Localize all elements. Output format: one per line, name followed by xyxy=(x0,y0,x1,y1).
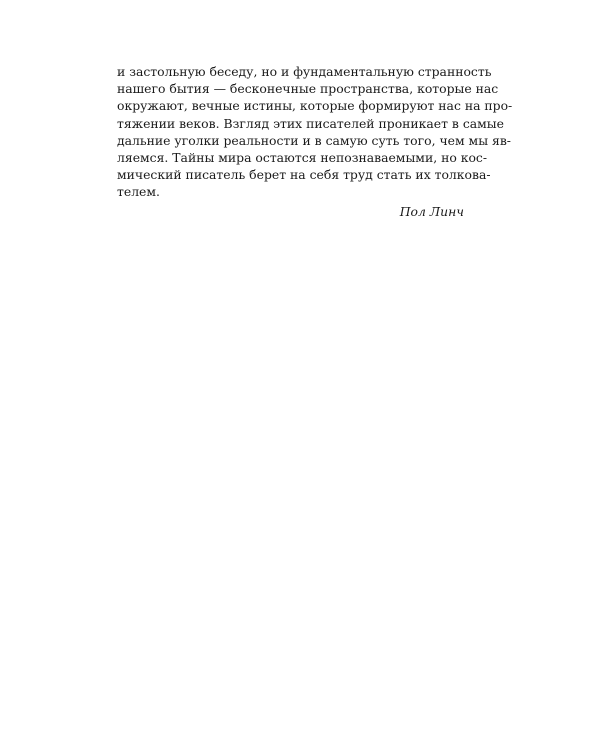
paragraph-line-7: мический писатель берет на себя труд стать их толкова- xyxy=(117,167,491,183)
paragraph-line-4: тяжении веков. Взгляд этих писателей проникает в самые xyxy=(117,115,505,131)
paragraph-line-8: телем. xyxy=(117,184,160,200)
paragraph-line-3: окружают, вечные истины, которые формируют нас на про- xyxy=(117,98,513,114)
paragraph-line-5: дальние уголки реальности и в самую суть того, чем мы яв- xyxy=(117,132,511,148)
paragraph-line-6: ляемся. Тайны мира остаются непознаваемыми, но кос- xyxy=(117,149,488,165)
paragraph-line-1: и застольную беседу, но и фундаментальную странность xyxy=(117,64,492,79)
quote-paragraph xyxy=(117,63,513,220)
paragraph-line-2: нашего бытия — бесконечные пространства, которые нас xyxy=(117,81,499,97)
author-attribution: Пол Линч xyxy=(399,203,464,219)
